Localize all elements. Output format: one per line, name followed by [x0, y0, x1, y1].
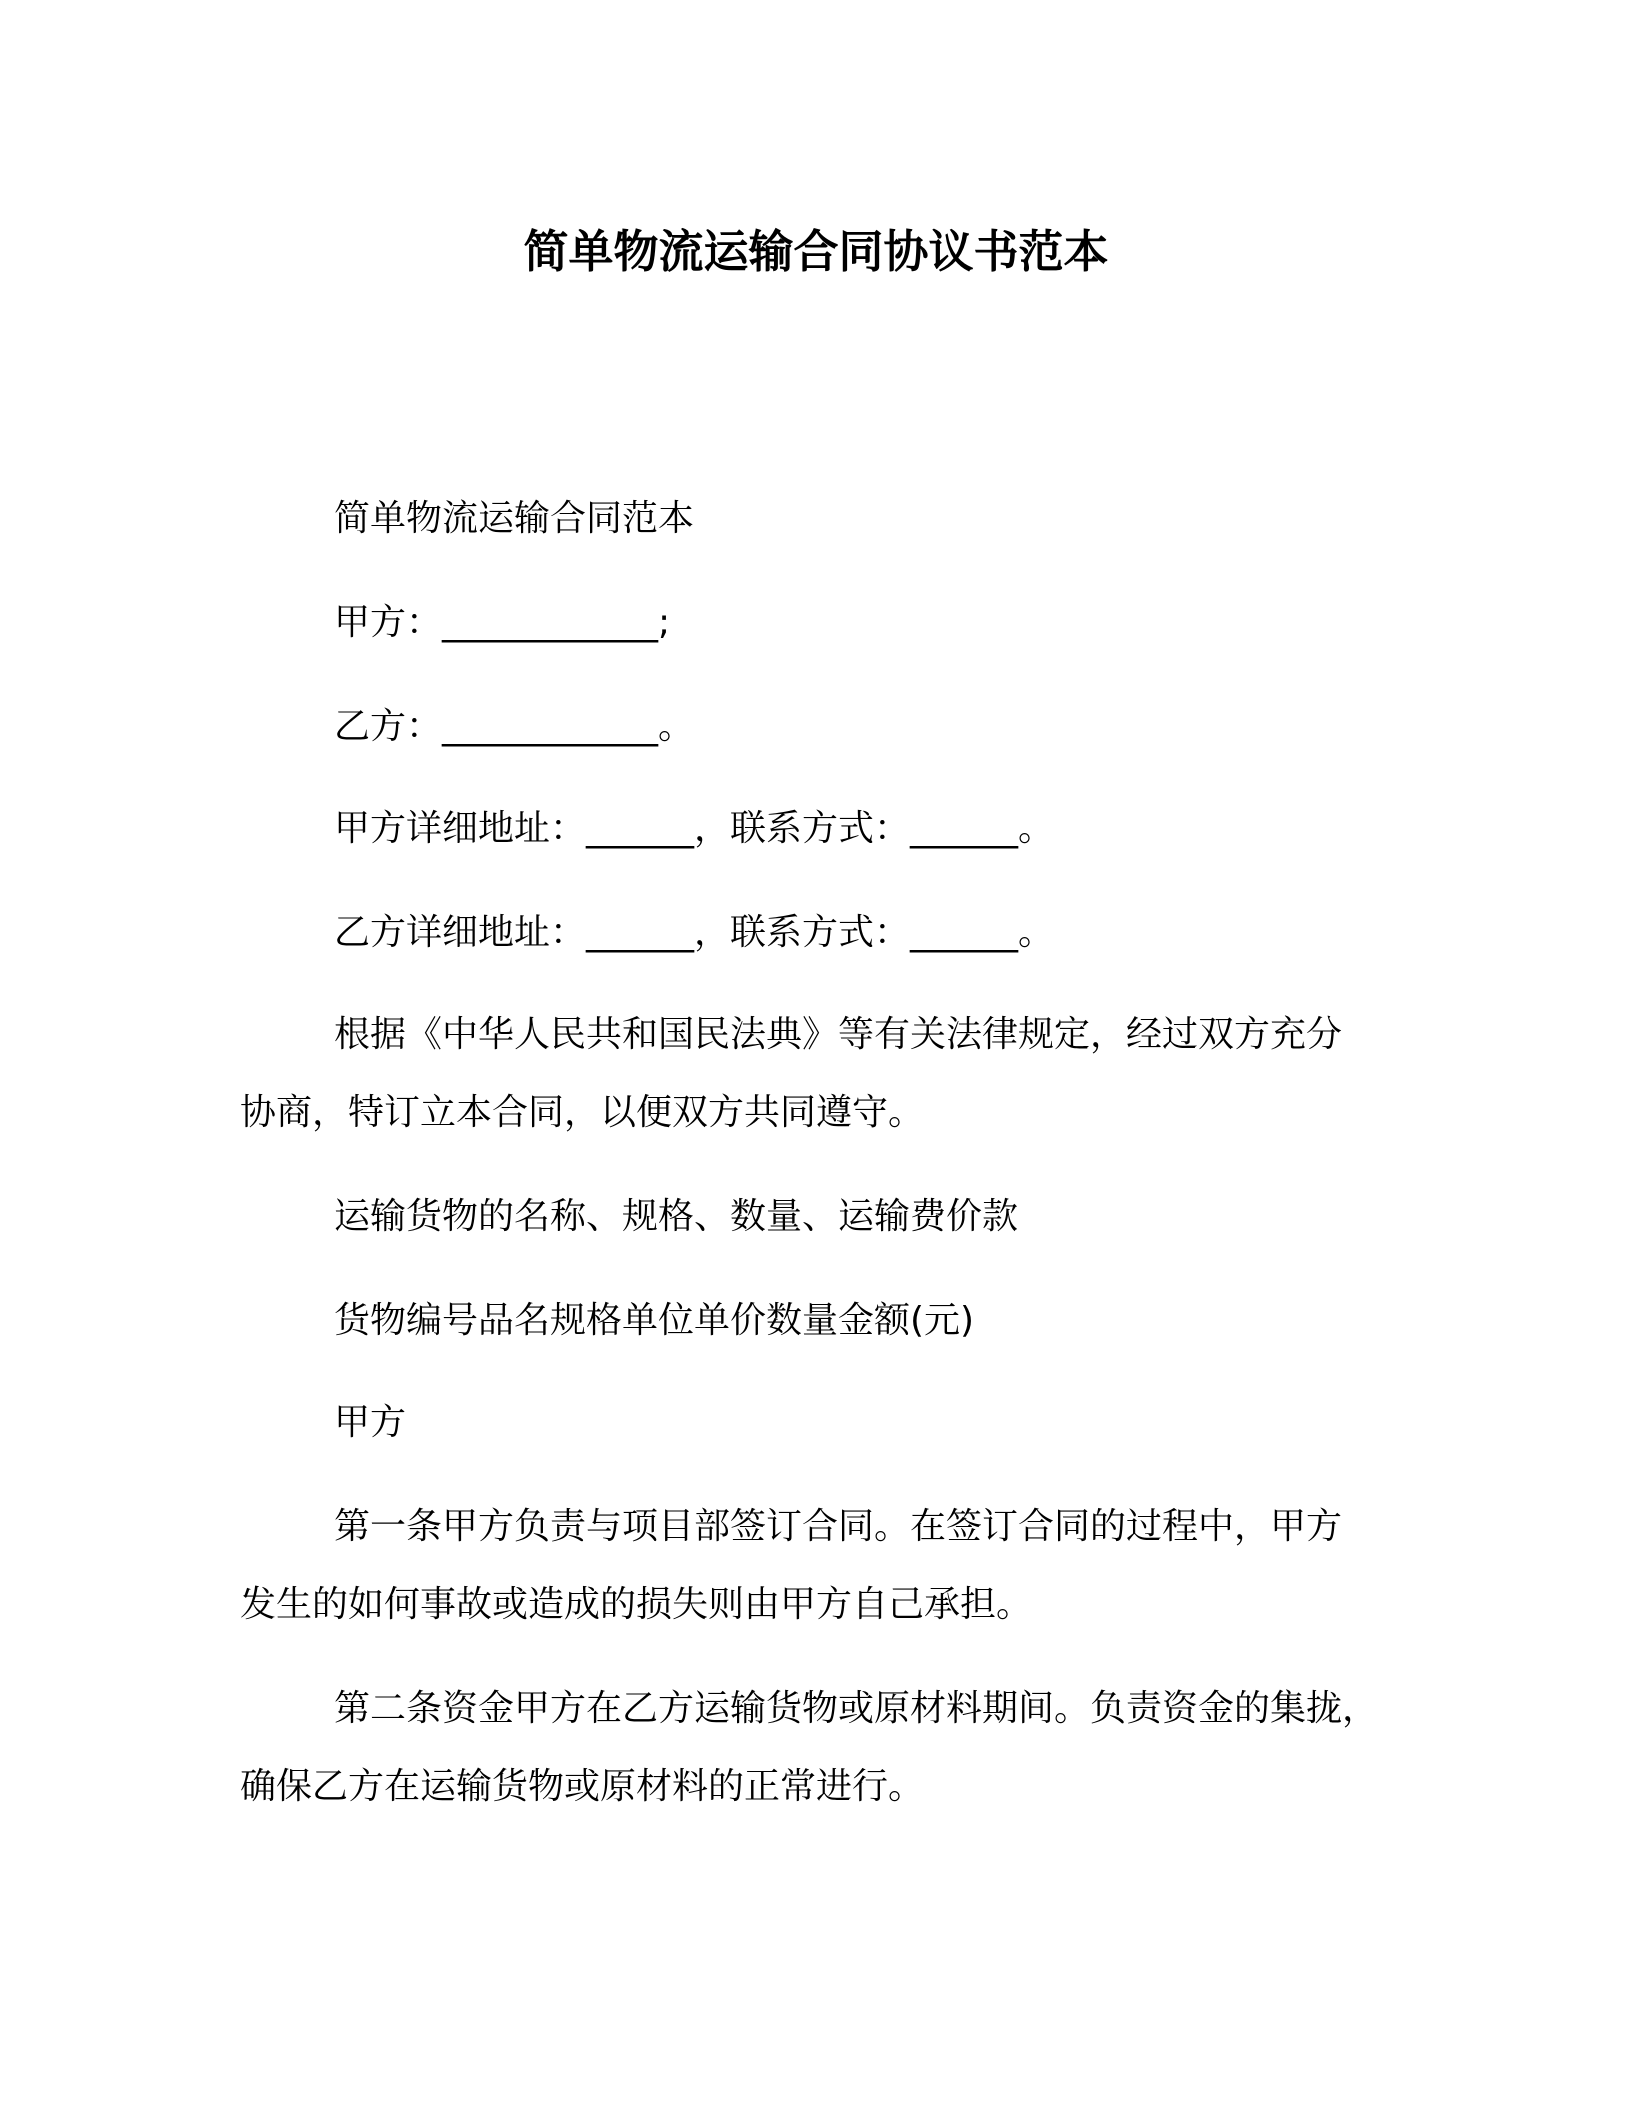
article-2-line-1: 第二条资金甲方在乙方运输货物或原材料期间。负责资金的集拢， — [334, 1688, 1379, 1729]
subtitle-text: 简单物流运输合同范本 — [334, 498, 695, 539]
goods-columns-text: 货物编号品名规格单位单价数量金额(元) — [334, 1300, 975, 1341]
subtitle-paragraph — [240, 494, 1395, 544]
party-b-paragraph — [240, 702, 1395, 752]
goods-columns-paragraph — [240, 1296, 1395, 1346]
party-a-address-text: 甲方详细地址：______，联系方式：______。 — [334, 808, 1055, 849]
article-1-paragraph — [240, 1502, 1395, 1630]
article-2-paragraph — [240, 1684, 1395, 1812]
preamble-line-2: 协商，特订立本合同，以便双方共同遵守。 — [240, 1092, 925, 1133]
party-a-address-paragraph — [240, 804, 1395, 854]
goods-heading-text: 运输货物的名称、规格、数量、运输费价款 — [334, 1196, 1019, 1237]
goods-heading-paragraph — [240, 1192, 1395, 1242]
party-b-address-text: 乙方详细地址：______，联系方式：______。 — [334, 912, 1055, 953]
party-b-address-paragraph — [240, 908, 1395, 958]
party-a-paragraph — [240, 598, 1395, 648]
article-1-line-2: 发生的如何事故或造成的损失则由甲方自己承担。 — [240, 1584, 1033, 1625]
party-a-heading-text: 甲方 — [334, 1402, 407, 1443]
party-a-heading-paragraph — [240, 1398, 1395, 1448]
party-b-text: 乙方：____________。 — [334, 706, 695, 747]
preamble-line-1: 根据《中华人民共和国民法典》等有关法律规定，经过双方充分 — [334, 1014, 1343, 1055]
article-2-line-2: 确保乙方在运输货物或原材料的正常进行。 — [240, 1766, 925, 1807]
article-1-line-1: 第一条甲方负责与项目部签订合同。在签订合同的过程中，甲方 — [334, 1506, 1343, 1547]
preamble-paragraph — [240, 1010, 1395, 1138]
party-a-text: 甲方：____________; — [334, 602, 671, 643]
document-title: 简单物流运输合同协议书范本 — [523, 225, 1109, 278]
